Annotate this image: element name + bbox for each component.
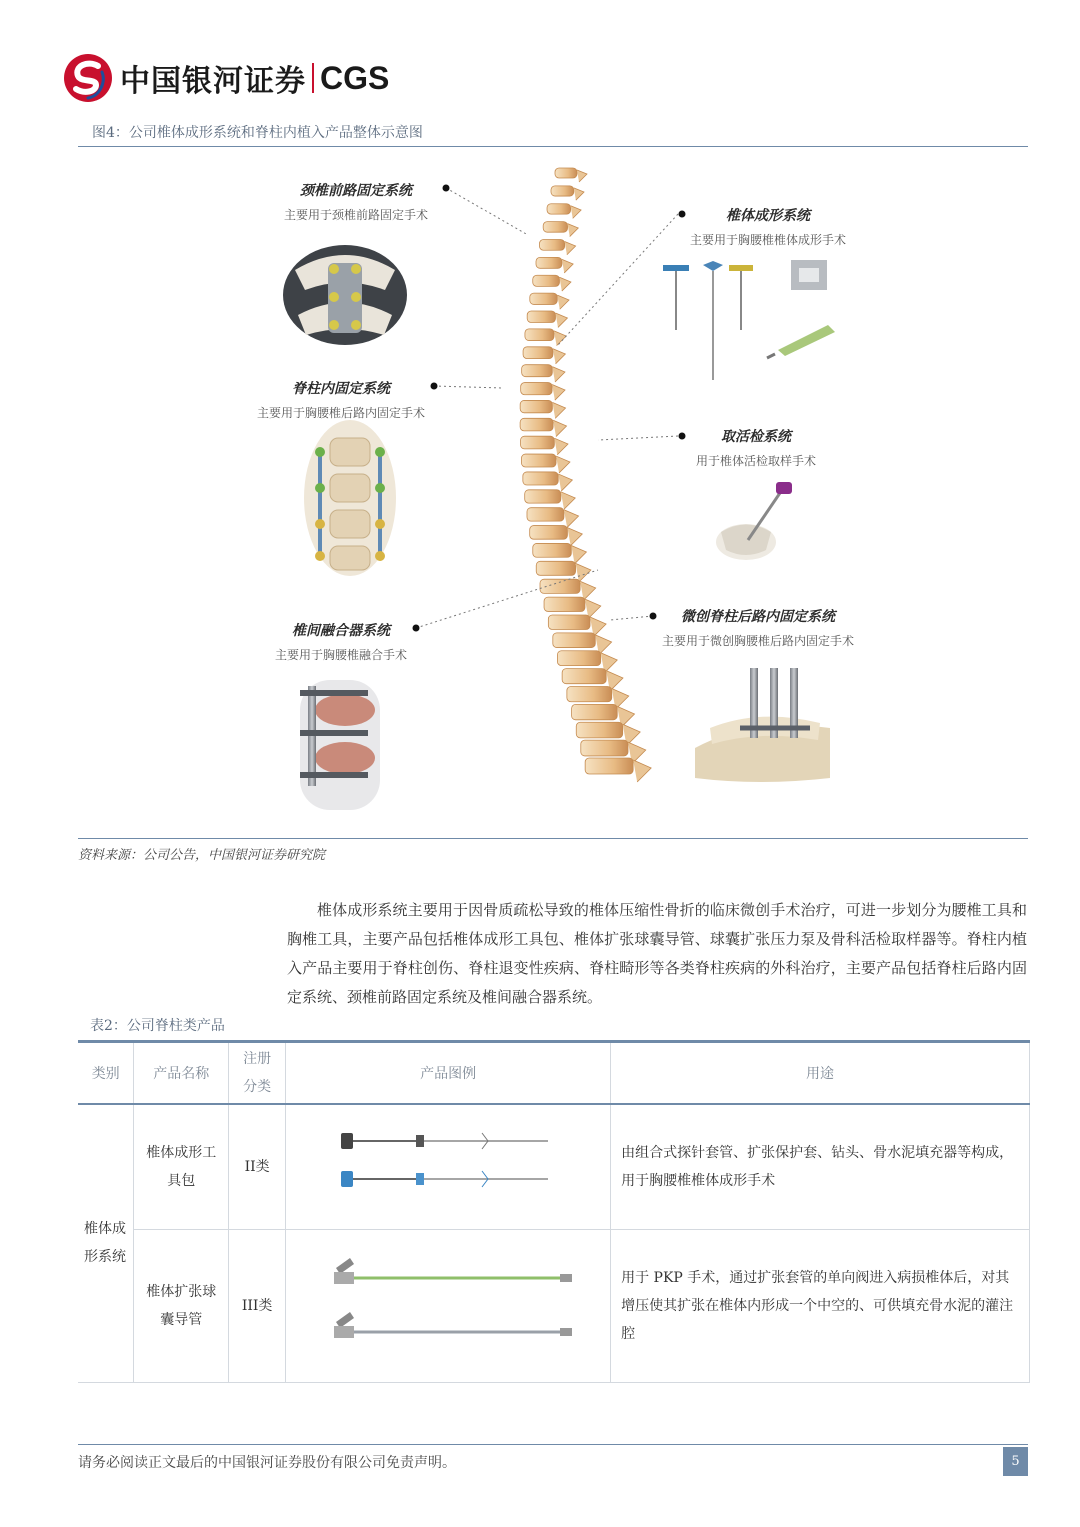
spinous-process xyxy=(552,402,565,418)
callout-spinal-fixation: 脊柱内固定系统 主要用于胸腰椎后路内固定手术 xyxy=(256,381,425,420)
spinous-process xyxy=(556,456,570,473)
use-cell: 由组合式探针套管、扩张保护套、钻头、骨水泥填充器等构成，用于胸腰椎椎体成形手术 xyxy=(611,1104,1030,1230)
table-caption: 表2：公司脊柱类产品 xyxy=(90,1018,225,1034)
spinous-process xyxy=(577,170,587,182)
product-name-cell: 椎体扩张球囊导管 xyxy=(134,1229,229,1382)
header-name: 产品名称 xyxy=(134,1042,229,1104)
vertebra xyxy=(557,651,600,666)
vertebra xyxy=(536,561,575,575)
spinous-process xyxy=(571,545,586,563)
vertebra xyxy=(576,722,622,738)
vertebra xyxy=(536,257,562,268)
use-cell: 用于 PKP 手术，通过扩张套管的单向阀进入病损椎体后，对其增压使其扩张在椎体内形成一个中空的、可供填充骨水泥的灌注腔 xyxy=(611,1229,1030,1382)
vertebra xyxy=(527,311,555,322)
vertebra xyxy=(585,758,633,774)
vertebra xyxy=(520,400,552,412)
brand-separator xyxy=(312,63,314,93)
biopsy-system-image xyxy=(716,482,792,560)
vertebra xyxy=(555,168,577,178)
vertebra xyxy=(525,490,561,503)
table-row xyxy=(78,1229,1030,1382)
spine-products-table xyxy=(78,1040,1030,1383)
vertebra xyxy=(521,436,555,449)
figure-bottom-rule xyxy=(78,838,1028,839)
cervical-plate-image xyxy=(283,245,407,345)
vertebra xyxy=(533,543,572,557)
reg-class-cell: III类 xyxy=(229,1229,286,1382)
vertebra xyxy=(553,633,595,648)
vertebra xyxy=(547,204,571,214)
vertebra xyxy=(521,383,552,395)
table-row xyxy=(78,1104,1030,1230)
mis-fixation-image xyxy=(695,668,830,782)
table-header-row xyxy=(78,1042,1030,1104)
vertebroplasty-tools-image xyxy=(663,260,835,380)
spinous-process xyxy=(567,528,582,546)
vertebra xyxy=(567,686,612,701)
spinous-process xyxy=(565,242,576,255)
body-paragraph xyxy=(287,896,1027,1012)
figure-source: 资料来源：公司公告，中国银河证券研究院 xyxy=(78,848,326,863)
vertebra xyxy=(539,240,564,251)
vertebra xyxy=(527,508,564,521)
header-category: 类别 xyxy=(78,1042,134,1104)
vertebra xyxy=(572,704,618,719)
header-reg: 注册分类 xyxy=(229,1042,286,1104)
spinous-process xyxy=(564,510,579,528)
spinous-process xyxy=(568,224,579,237)
spinous-process xyxy=(633,760,651,782)
spinous-process xyxy=(561,492,575,509)
report-header xyxy=(62,50,389,106)
pedicle-screw-image xyxy=(304,420,396,576)
callout-fusion-cage: 椎间融合器系统 主要用于胸腰椎融合手术 xyxy=(274,623,407,662)
figure-caption: 图4：公司椎体成形系统和脊柱内植入产品整体示意图 xyxy=(92,125,423,141)
cgs-logo-icon xyxy=(62,52,114,104)
spine-column xyxy=(520,168,651,782)
spinous-process xyxy=(559,277,570,291)
spine-product-figure xyxy=(78,150,1028,835)
spinous-process xyxy=(557,295,569,309)
product-name-cell: 椎体成形工具包 xyxy=(134,1104,229,1230)
figure-top-rule xyxy=(78,146,1028,147)
spine-illustration xyxy=(78,150,1028,835)
spinous-process xyxy=(555,313,567,327)
vertebra xyxy=(530,293,558,304)
vertebra xyxy=(544,597,585,611)
reg-class-cell: II类 xyxy=(229,1104,286,1230)
header-use: 用途 xyxy=(611,1042,1030,1104)
spinous-process xyxy=(552,385,565,401)
spinous-process xyxy=(562,259,573,273)
vertebra xyxy=(523,472,558,485)
vertebra xyxy=(530,526,568,540)
vertebra xyxy=(548,615,590,630)
vertebra xyxy=(520,418,553,431)
vertebra xyxy=(522,365,553,377)
body-text: 椎体成形系统主要用于因骨质疏松导致的椎体压缩性骨折的临床微创手术治疗，可进一步划分为腰椎工具和胸椎工具，主要产品包括椎体成形工具包、椎体扩张球囊导管、球囊扩张压力泵及骨科活检取样器等。脊柱内植入产品主要用于脊柱创伤、脊柱退变性疾病、脊柱畸形等各类脊柱疾病的外科治疗，主要产品包括脊柱后路内固定系统、颈椎前路固定系统及椎间融合器系统。 xyxy=(287,901,1027,1006)
callout-biopsy: 取活检系统 用于椎体活检取样手术 xyxy=(695,429,816,468)
page-number: 5 xyxy=(1003,1447,1028,1476)
spinous-process xyxy=(553,420,566,436)
product-image-cell xyxy=(286,1229,611,1382)
category-cell: 椎体成形系统 xyxy=(78,1104,134,1383)
fusion-cage-image xyxy=(300,680,380,810)
brand-name-cn: 中国银河证券 xyxy=(120,64,306,99)
brand-name-en: CGS xyxy=(320,59,390,96)
vertebra xyxy=(525,329,554,341)
vertebra xyxy=(523,347,553,359)
product-image-cell xyxy=(286,1104,611,1230)
footer-disclaimer: 请务必阅读正文最后的中国银河证券股份有限公司免责声明。 xyxy=(78,1455,456,1471)
vertebra xyxy=(521,454,556,467)
spinous-process xyxy=(571,206,581,219)
callout-cervical: 颈椎前路固定系统 主要用于颈椎前路固定手术 xyxy=(283,183,428,222)
spinous-process xyxy=(552,367,565,382)
callout-mis-fixation: 微创脊柱后路内固定系统 主要用于微创胸腰椎后路内固定手术 xyxy=(661,609,854,648)
spinous-process xyxy=(553,349,565,364)
spinous-process xyxy=(554,438,568,455)
vertebra xyxy=(543,222,567,233)
toolkit-image xyxy=(286,1105,610,1219)
spinous-process xyxy=(558,474,572,491)
footer-rule xyxy=(78,1444,1028,1445)
vertebra xyxy=(562,669,606,684)
vertebra xyxy=(533,275,560,286)
vertebra xyxy=(551,186,574,196)
balloon-catheter-image xyxy=(286,1230,610,1372)
header-image: 产品图例 xyxy=(286,1042,611,1104)
spinous-process xyxy=(574,188,584,200)
vertebra xyxy=(581,740,628,756)
callout-vertebroplasty: 椎体成形系统 主要用于胸腰椎椎体成形手术 xyxy=(689,208,846,247)
